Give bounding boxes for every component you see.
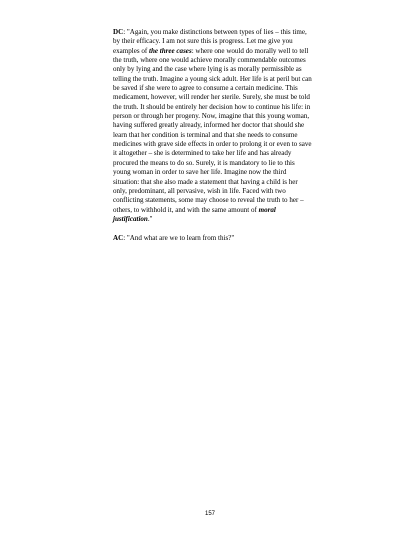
- text-segment: "And what are we to learn from this?": [126, 233, 235, 242]
- text-segment: .": [147, 214, 153, 223]
- text-segment: : where one would do morally well to tell the truth, where one would achieve morally commendable outcomes only by lying and the case where lying is as morally permissible as telling the truth. Imagine a young sick adult. Her life is at peril but can be saved if she were to agree to consume a certain medicine. This medicament, however, will render her sterile. Surely, she must be told the truth. It should be entirely her decision how to continue his life: in person or through her progeny. Now, imagine that this young woman, having suffered greatly already, informed her doctor that should she learn that her condition is terminal and that she needs to consume medicines with grave side effects in order to prolong it or even to save it altogether – she is determined to take her life and has already procured the means to do so. Surely, it is mandatory to lie to this young woman in order to save her life. Imagine now the third situation: that she also made a statement that having a child is her only, predominant, all pervasive, wish in life. Faced with two conflicting statements, some may choose to reveal the truth to her – others, to withhold it, and with the same amount of: [113, 46, 312, 214]
- paragraph-dc: DC: "Again, you make distinctions between types of lies – this time, by their efficacy. I am not sure this is progress. Let me give you examples of the three cases: where one would do morally well to tell the truth, where one would achieve morally commendable outcomes only by lying and the case where lying is as morally permissible as telling the truth. Imagine a young sick adult. Her life is at peril but can be saved if she were to agree to consume a certain medicine. This medicament, however, will render her sterile. Surely, she must be told the truth. It should be entirely her decision how to continue his life: in person or through her progeny. Now, imagine that this young woman, having suffered greatly already, informed her doctor that should she learn that her condition is terminal and that she needs to consume medicines with grave side effects in order to prolong it or even to save it altogether – she is determined to take her life and has already procured the means to do so. Surely, it is mandatory to lie to this young woman in order to save her life. Imagine now the third situation: that she also made a statement that having a child is her only, predominant, all pervasive, wish in life. Faced with two conflicting statements, some may choose to reveal the truth to her – others, to withhold it, and with the same amount of moral justification.": [113, 28, 312, 223]
- speaker-label: AC: [113, 233, 124, 242]
- document-body: [113, 28, 313, 253]
- paragraph-ac: AC: "And what are we to learn from this?": [113, 233, 235, 242]
- page-number: 157: [204, 511, 215, 517]
- speaker-label: DC: [113, 28, 124, 36]
- text-segment: "Again, you make distinctions between types of lies – this time, by their efficacy. I am not sure this is progress. Let me give you examples of: [113, 28, 307, 55]
- emphasis-three-cases: the three cases: [149, 46, 192, 55]
- emphasis-moral-justification: moral justification: [113, 205, 276, 223]
